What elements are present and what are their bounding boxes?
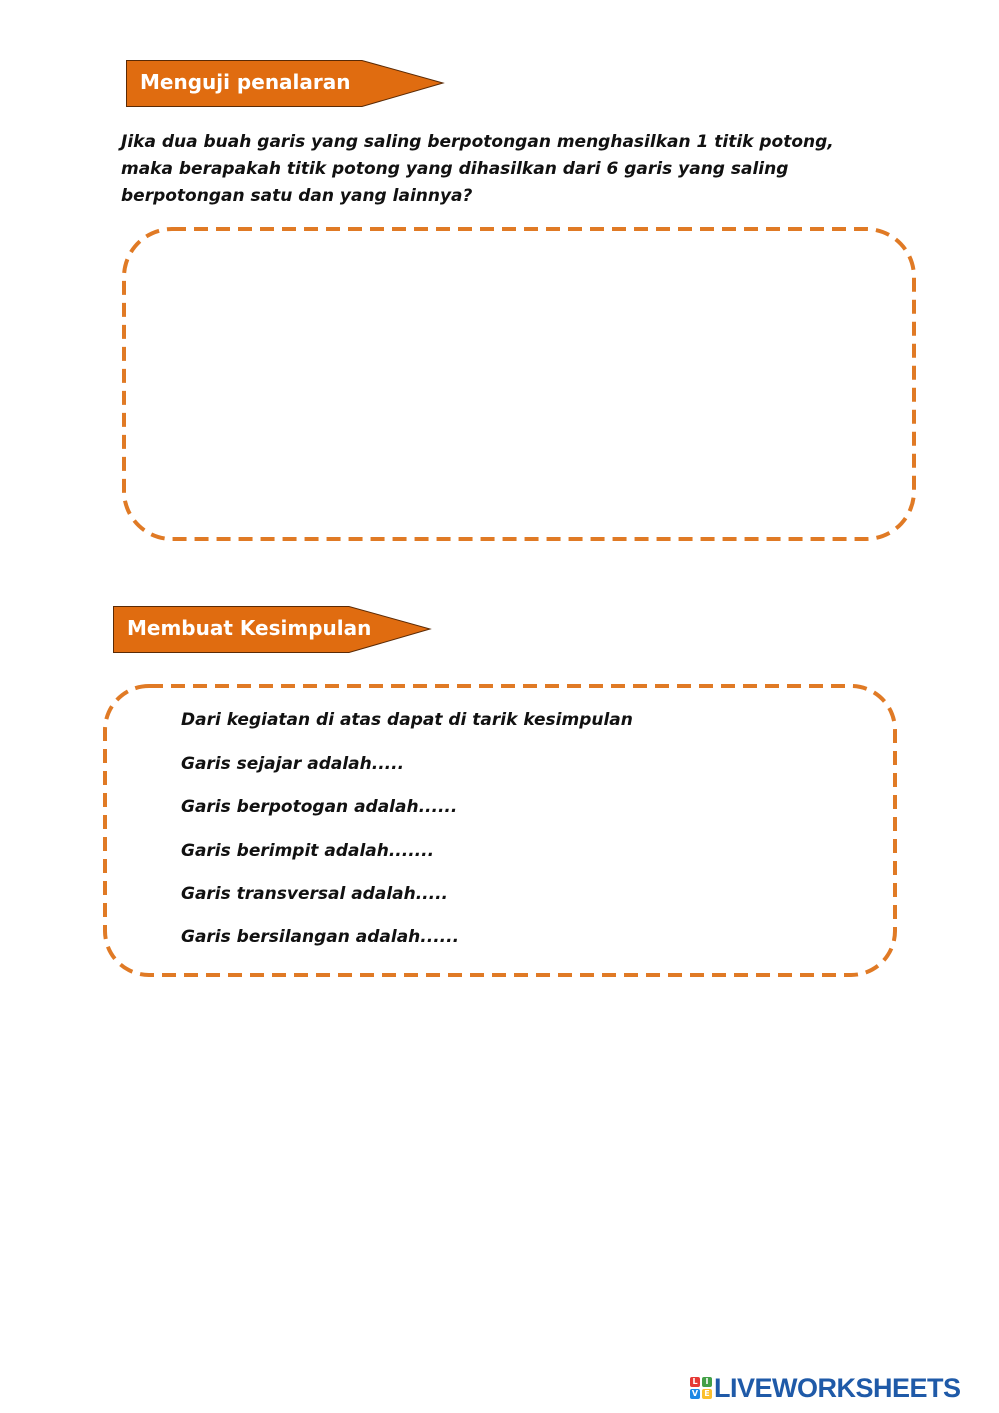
section-title: Membuat Kesimpulan: [127, 616, 372, 640]
conclusion-item: Garis bersilangan adalah......: [181, 927, 460, 947]
logo-letter: V: [691, 1389, 699, 1398]
logo-letter: E: [702, 1389, 712, 1399]
conclusion-item: Garis sejajar adalah.....: [181, 754, 405, 774]
question-line: maka berapakah titik potong yang dihasilkan dari 6 garis yang saling: [121, 159, 789, 179]
section-title: Menguji penalaran: [140, 70, 351, 94]
conclusion-intro: Dari kegiatan di atas dapat di tarik kesimpulan: [181, 710, 633, 730]
section-banner-membuat-kesimpulan: [113, 606, 433, 654]
question-text: [121, 129, 851, 210]
question-line: Jika dua buah garis yang saling berpotongan menghasilkan 1 titik potong,: [121, 132, 834, 152]
answer-box[interactable]: [121, 226, 917, 542]
dashed-border: [121, 226, 917, 542]
brand-name: LIVEWORKSHEETS: [714, 1373, 961, 1403]
liveworksheets-logo: [690, 1373, 990, 1403]
logo-letter: L: [690, 1377, 700, 1387]
conclusion-item: Garis berimpit adalah.......: [181, 841, 435, 861]
logo-letter: I: [702, 1377, 712, 1387]
question-line: berpotongan satu dan yang lainnya?: [121, 186, 473, 206]
conclusion-item: Garis transversal adalah.....: [181, 884, 449, 904]
section-banner-menguji-penalaran: [126, 60, 446, 108]
logo-grid-icon: [690, 1377, 712, 1399]
conclusion-item: Garis berpotogan adalah......: [181, 797, 458, 817]
